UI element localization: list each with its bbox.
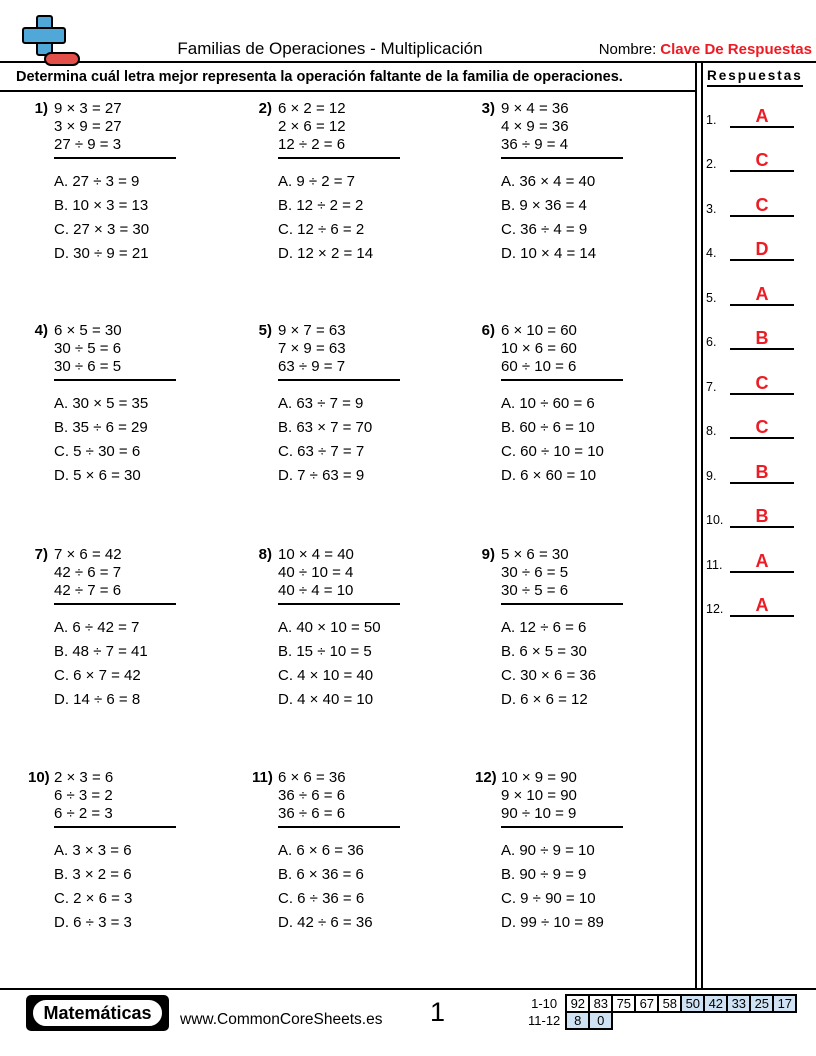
answer-choice: D. 42 ÷ 6 = 36 (278, 914, 373, 931)
problem-3 (475, 100, 687, 266)
answer-choice: C. 30 × 6 = 36 (501, 667, 597, 684)
answers-panel-title: Respuestas (707, 68, 803, 87)
fact-family-equation: 2 × 6 = 12 (278, 118, 346, 135)
answer-choice: A. 12 ÷ 6 = 6 (501, 619, 587, 636)
answer-choice: D. 6 × 6 = 12 (501, 691, 588, 708)
answer-letter: A (755, 106, 769, 126)
problem-number: 7) (34, 546, 48, 563)
answer-number: 8. (706, 424, 717, 438)
fact-family-equation-underlined: 63 ÷ 9 = 7 (278, 358, 400, 381)
answer-choice: C. 60 ÷ 10 = 10 (501, 443, 604, 460)
answer-row (706, 592, 798, 617)
problem-number: 9) (481, 546, 495, 563)
problem-number: 4) (34, 322, 48, 339)
answer-choice: A. 40 × 10 = 50 (278, 619, 381, 636)
fact-family-equation-underlined: 30 ÷ 6 = 5 (54, 358, 176, 381)
brand-label: Matemáticas (31, 998, 163, 1028)
score-cell: 25 (750, 995, 773, 1012)
answer-number: 5. (706, 291, 717, 305)
answer-choice: D. 7 ÷ 63 = 9 (278, 467, 365, 484)
problem-1 (28, 100, 240, 266)
page-number: 1 (430, 997, 446, 1027)
answer-number: 9. (706, 469, 717, 483)
instruction-text: Determina cuál letra mejor representa la operación faltante de la familia de operaciones. (16, 69, 623, 85)
problem-7 (28, 546, 240, 712)
answer-number: 2. (706, 157, 717, 171)
page-title: Familias de Operaciones - Multiplicación (177, 39, 483, 58)
fact-family-equation: 5 × 6 = 30 (501, 546, 569, 563)
fact-family-equation: 9 × 3 = 27 (54, 100, 122, 117)
answer-row (706, 281, 798, 306)
answer-blank (730, 281, 794, 306)
answer-number: 6. (706, 335, 717, 349)
answer-choice: B. 60 ÷ 6 = 10 (501, 419, 595, 436)
answer-choice: B. 3 × 2 = 6 (54, 866, 132, 883)
answer-choice: A. 6 × 6 = 36 (278, 842, 364, 859)
problem-number: 10) (28, 769, 50, 786)
answer-letter: C (755, 373, 769, 393)
problem-8 (252, 546, 464, 712)
fact-family-equation: 6 ÷ 3 = 2 (54, 787, 113, 804)
answer-choice: A. 63 ÷ 7 = 9 (278, 395, 364, 412)
answer-number: 10. (706, 513, 724, 527)
score-cell: 17 (773, 995, 796, 1012)
answer-number: 4. (706, 246, 717, 260)
answer-row (706, 503, 798, 528)
fact-family-equation: 9 × 7 = 63 (278, 322, 346, 339)
answer-number: 12. (706, 602, 724, 616)
answer-number: 11. (706, 558, 723, 572)
answer-row (706, 459, 798, 484)
score-cell: 8 (566, 1012, 589, 1029)
answer-letter: C (755, 417, 769, 437)
answer-choice: D. 10 × 4 = 14 (501, 245, 597, 262)
answer-choice: B. 90 ÷ 9 = 9 (501, 866, 587, 883)
fact-family-equation: 7 × 6 = 42 (54, 546, 122, 563)
fact-family-equation-underlined: 40 ÷ 4 = 10 (278, 582, 400, 605)
score-cell: 83 (589, 995, 612, 1012)
problem-number: 6) (481, 322, 495, 339)
problem-number: 3) (481, 100, 495, 117)
instruction-divider (0, 90, 696, 92)
answer-blank (730, 325, 794, 350)
fact-family-equation: 40 ÷ 10 = 4 (278, 564, 354, 581)
problem-number: 12) (475, 769, 497, 786)
answer-choice: C. 6 × 7 = 42 (54, 667, 141, 684)
fact-family-equation: 2 × 3 = 6 (54, 769, 114, 786)
fact-family-equation-underlined: 30 ÷ 5 = 6 (501, 582, 623, 605)
answer-letter: B (755, 462, 769, 482)
answer-choice: A. 27 ÷ 3 = 9 (54, 173, 140, 190)
answer-choice: D. 6 ÷ 3 = 3 (54, 914, 132, 931)
answer-choice: C. 36 ÷ 4 = 9 (501, 221, 588, 238)
answer-choice: A. 3 × 3 = 6 (54, 842, 132, 859)
fact-family-equation: 9 × 10 = 90 (501, 787, 577, 804)
answer-choice: D. 12 × 2 = 14 (278, 245, 374, 262)
fact-family-equation: 3 × 9 = 27 (54, 118, 122, 135)
answer-choice: D. 14 ÷ 6 = 8 (54, 691, 141, 708)
name-label: Nombre: (598, 41, 657, 58)
answer-blank (730, 236, 794, 261)
answer-choice: A. 30 × 5 = 35 (54, 395, 149, 412)
answer-choice: B. 35 ÷ 6 = 29 (54, 419, 148, 436)
problem-number: 8) (258, 546, 272, 563)
website-url: www.CommonCoreSheets.es (180, 1011, 383, 1028)
fact-family-equation: 36 ÷ 6 = 6 (278, 787, 346, 804)
answer-row (706, 370, 798, 395)
answer-blank (730, 103, 794, 128)
score-cell: 58 (658, 995, 681, 1012)
answer-letter: C (755, 150, 769, 170)
fact-family-equation: 6 × 6 = 36 (278, 769, 346, 786)
score-row-label: 11-12 (528, 1013, 561, 1028)
answer-choice: A. 6 ÷ 42 = 7 (54, 619, 140, 636)
fact-family-equation: 4 × 9 = 36 (501, 118, 569, 135)
fact-family-equation: 7 × 9 = 63 (278, 340, 346, 357)
answer-choice: B. 9 × 36 = 4 (501, 197, 587, 214)
score-row-label: 1-10 (531, 996, 558, 1011)
answer-choice: C. 9 ÷ 90 = 10 (501, 890, 596, 907)
answer-blank (730, 192, 794, 217)
answer-choice: C. 63 ÷ 7 = 7 (278, 443, 365, 460)
answer-choice: B. 15 ÷ 10 = 5 (278, 643, 372, 660)
answer-blank (730, 548, 794, 573)
fact-family-equation-underlined: 42 ÷ 7 = 6 (54, 582, 176, 605)
fact-family-equation: 10 × 4 = 40 (278, 546, 354, 563)
fact-family-equation-underlined: 36 ÷ 6 = 6 (278, 805, 400, 828)
problem-2 (252, 100, 464, 266)
name-value: Clave De Respuestas (660, 41, 812, 58)
problem-number: 1) (34, 100, 48, 117)
answer-choice: C. 4 × 10 = 40 (278, 667, 374, 684)
answer-choice: B. 6 × 5 = 30 (501, 643, 587, 660)
fact-family-equation-underlined: 6 ÷ 2 = 3 (54, 805, 176, 828)
answer-letter: A (755, 284, 769, 304)
answer-blank (730, 592, 794, 617)
answer-blank (730, 503, 794, 528)
answer-blank (730, 414, 794, 439)
problem-number: 2) (258, 100, 272, 117)
fact-family-equation-underlined: 90 ÷ 10 = 9 (501, 805, 623, 828)
answer-choice: C. 12 ÷ 6 = 2 (278, 221, 365, 238)
fact-family-equation-underlined: 60 ÷ 10 = 6 (501, 358, 623, 381)
footer-divider (0, 988, 816, 990)
answer-row (706, 548, 798, 573)
answer-letter: A (755, 551, 769, 571)
answer-letter: A (755, 595, 769, 615)
score-cell: 67 (635, 995, 658, 1012)
answer-choice: D. 30 ÷ 9 = 21 (54, 245, 149, 262)
problem-12 (475, 769, 687, 935)
fact-family-equation: 6 × 10 = 60 (501, 322, 577, 339)
score-table (528, 994, 797, 1030)
answer-choice: D. 99 ÷ 10 = 89 (501, 914, 604, 931)
answer-number: 3. (706, 202, 717, 216)
brand-badge (26, 995, 169, 1031)
plus-minus-icon (22, 15, 80, 67)
fact-family-equation: 10 × 6 = 60 (501, 340, 577, 357)
fact-family-equation: 42 ÷ 6 = 7 (54, 564, 122, 581)
answers-divider-line (701, 62, 703, 990)
fact-family-equation: 30 ÷ 6 = 5 (501, 564, 569, 581)
answer-letter: D (755, 239, 769, 259)
answer-choice: A. 90 ÷ 9 = 10 (501, 842, 595, 859)
answer-choice: D. 4 × 40 = 10 (278, 691, 374, 708)
answer-choice: D. 6 × 60 = 10 (501, 467, 597, 484)
answer-choice: A. 9 ÷ 2 = 7 (278, 173, 356, 190)
fact-family-equation-underlined: 12 ÷ 2 = 6 (278, 136, 400, 159)
problem-11 (252, 769, 464, 935)
answer-choice: C. 5 ÷ 30 = 6 (54, 443, 141, 460)
score-row (528, 995, 796, 1012)
answer-row (706, 414, 798, 439)
score-cell: 0 (589, 1012, 612, 1029)
score-cell: 92 (566, 995, 589, 1012)
answer-choice: B. 48 ÷ 7 = 41 (54, 643, 148, 660)
problem-9 (475, 546, 687, 712)
problem-10 (28, 769, 240, 935)
score-cell: 75 (612, 995, 635, 1012)
answer-blank (730, 147, 794, 172)
score-cell: 42 (704, 995, 727, 1012)
answer-letter: B (755, 328, 769, 348)
answer-choice: D. 5 × 6 = 30 (54, 467, 141, 484)
answer-row (706, 325, 798, 350)
answer-choice: C. 27 × 3 = 30 (54, 221, 150, 238)
answer-number: 7. (706, 380, 717, 394)
answer-row (706, 192, 798, 217)
fact-family-equation-underlined: 27 ÷ 9 = 3 (54, 136, 176, 159)
fact-family-equation: 6 × 5 = 30 (54, 322, 122, 339)
problem-number: 11) (252, 769, 273, 786)
fact-family-equation-underlined: 36 ÷ 9 = 4 (501, 136, 623, 159)
answer-blank (730, 459, 794, 484)
answer-letter: C (755, 195, 769, 215)
score-cell: 50 (681, 995, 704, 1012)
fact-family-equation: 30 ÷ 5 = 6 (54, 340, 122, 357)
score-row (528, 1012, 796, 1029)
score-cell: 33 (727, 995, 750, 1012)
problem-6 (475, 322, 687, 488)
answer-row (706, 236, 798, 261)
answer-number: 1. (706, 113, 717, 127)
header-divider (0, 61, 816, 63)
answer-row (706, 147, 798, 172)
answer-choice: A. 36 × 4 = 40 (501, 173, 596, 190)
answer-choice: C. 6 ÷ 36 = 6 (278, 890, 365, 907)
answer-choice: B. 12 ÷ 2 = 2 (278, 197, 364, 214)
fact-family-equation: 6 × 2 = 12 (278, 100, 346, 117)
problem-5 (252, 322, 464, 488)
problem-4 (28, 322, 240, 488)
fact-family-equation: 10 × 9 = 90 (501, 769, 577, 786)
problem-number: 5) (258, 322, 272, 339)
answer-row (706, 103, 798, 128)
name-line (599, 41, 812, 58)
answer-blank (730, 370, 794, 395)
answer-choice: C. 2 × 6 = 3 (54, 890, 133, 907)
answers-divider-line (695, 62, 697, 990)
answer-choice: B. 10 × 3 = 13 (54, 197, 149, 214)
answer-choice: B. 6 × 36 = 6 (278, 866, 364, 883)
fact-family-equation: 9 × 4 = 36 (501, 100, 569, 117)
answer-letter: B (755, 506, 769, 526)
answer-choice: A. 10 ÷ 60 = 6 (501, 395, 595, 412)
answer-choice: B. 63 × 7 = 70 (278, 419, 373, 436)
